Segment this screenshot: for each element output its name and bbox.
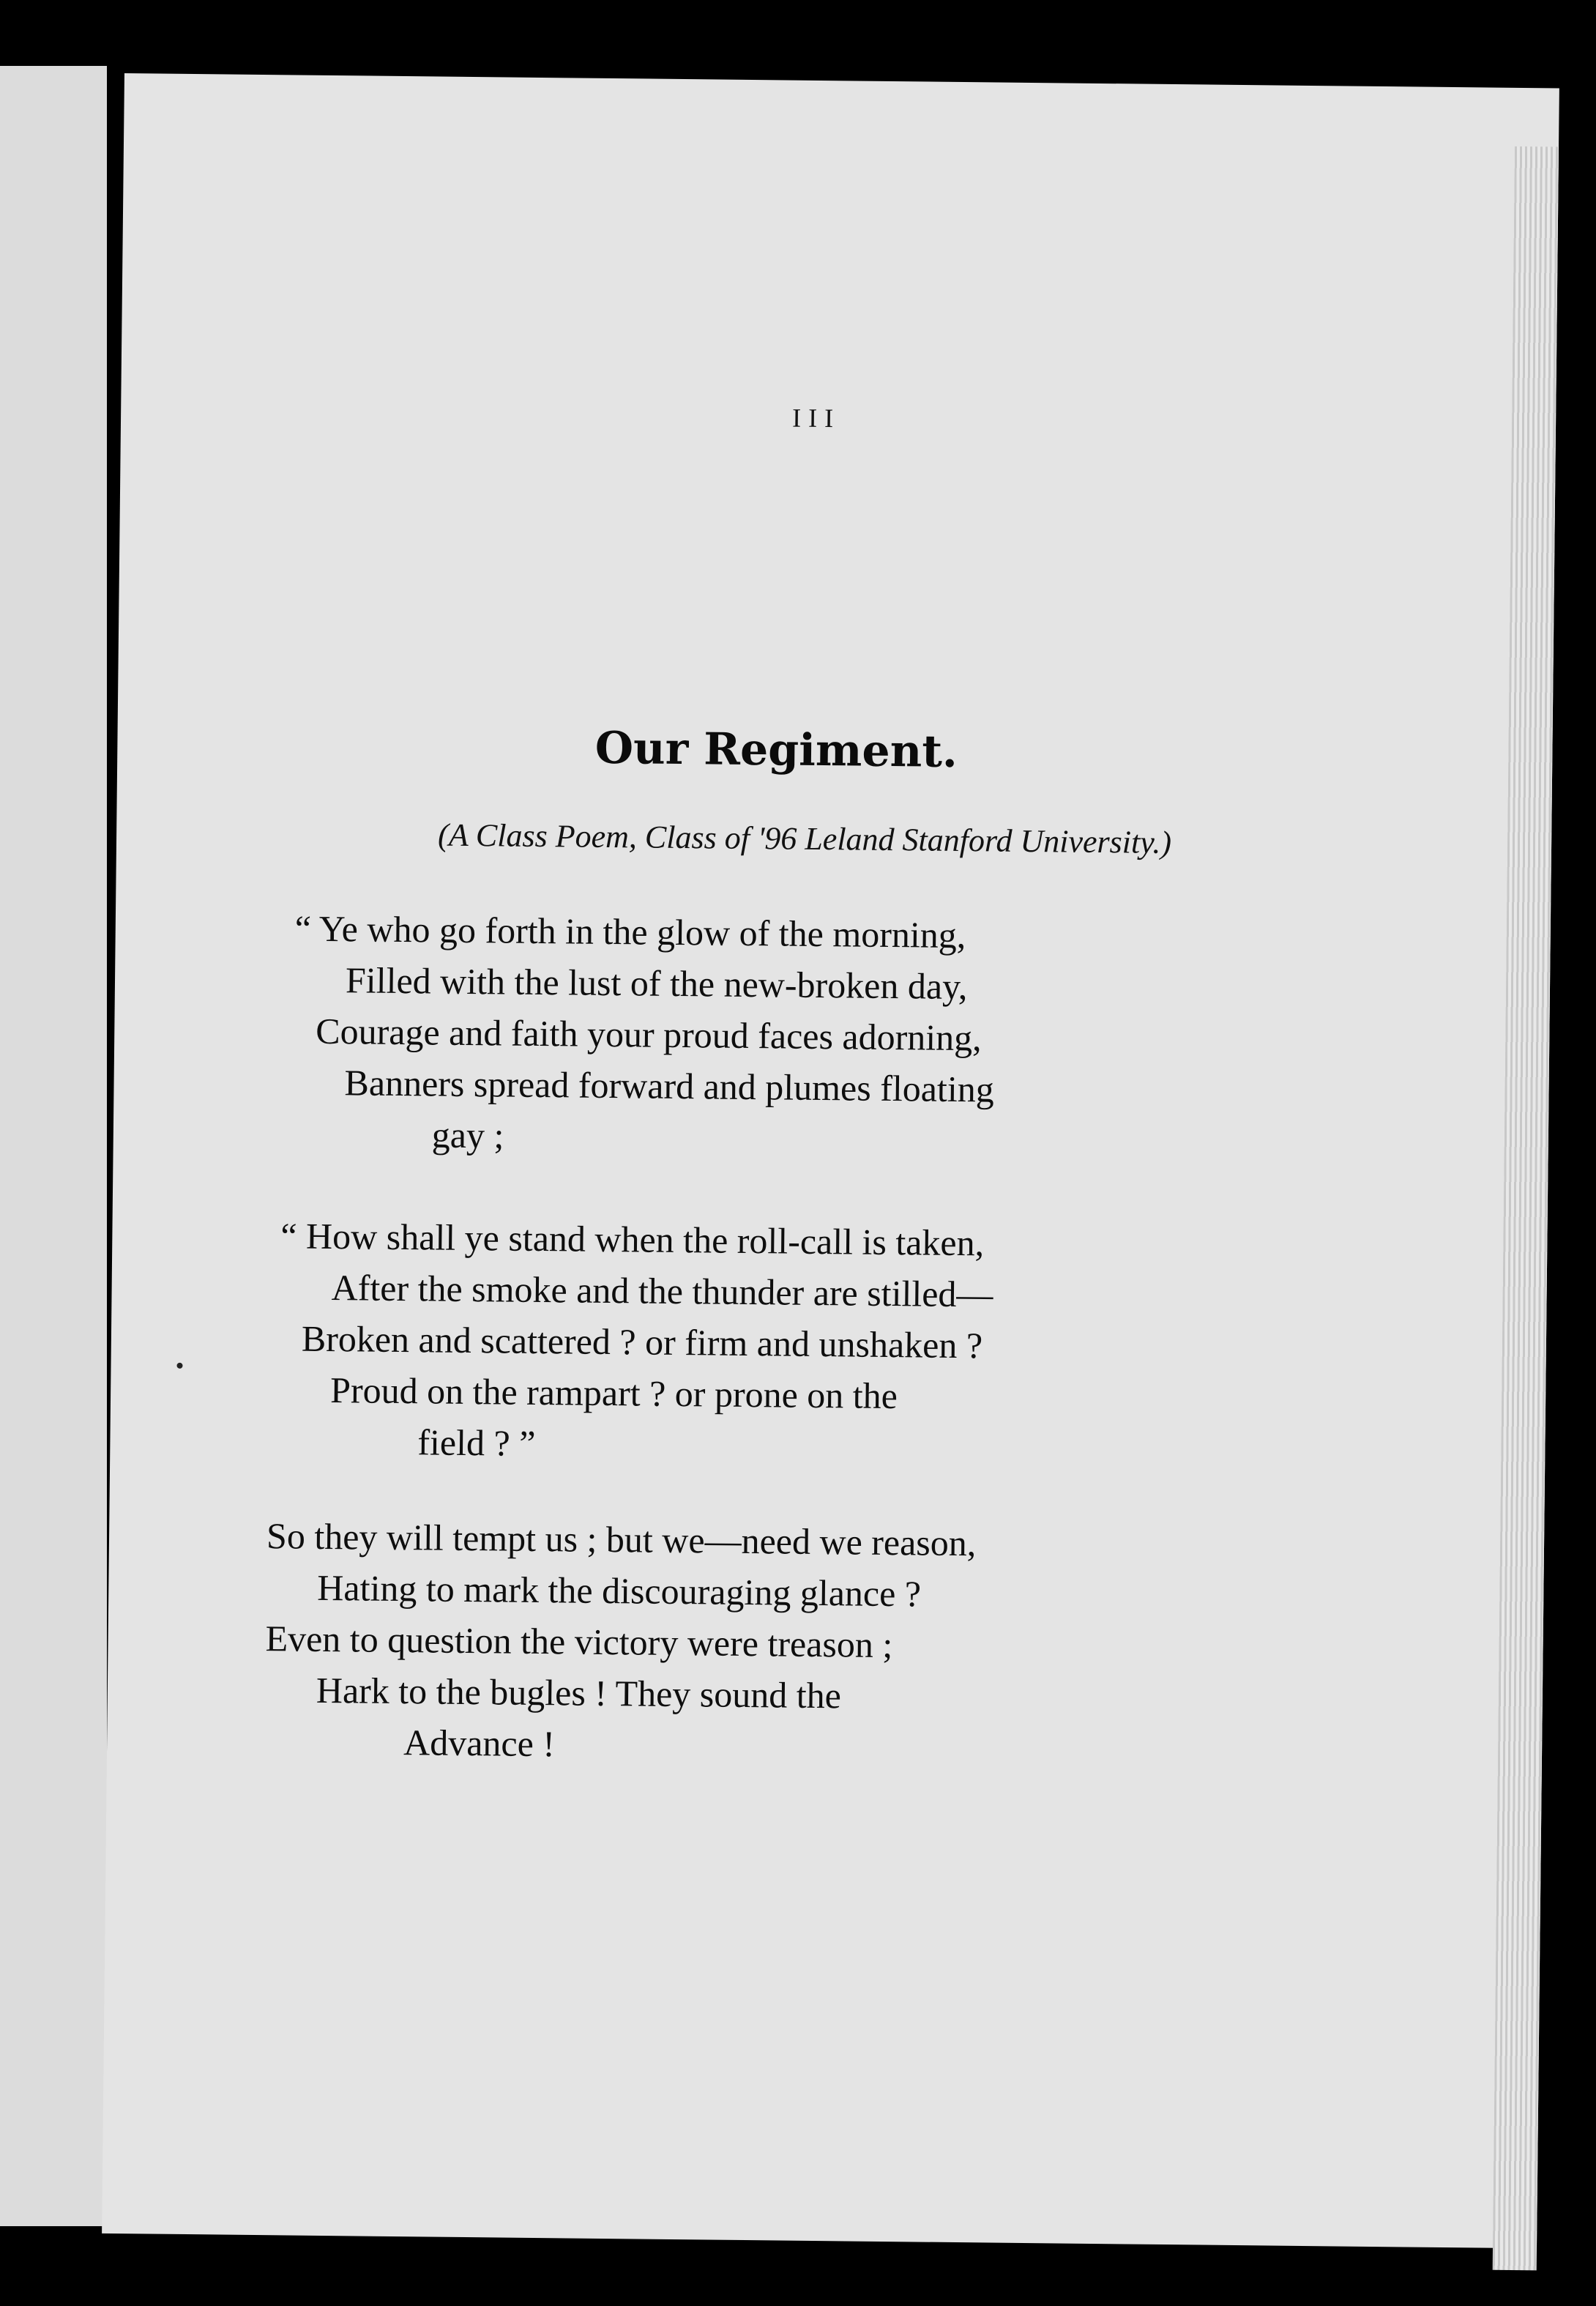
poem-line: “ How shall ye stand when the roll-call is taken, xyxy=(280,1215,985,1264)
stanza-3 xyxy=(264,1510,977,1774)
stanza-1 xyxy=(292,903,996,1167)
poem-line: field ? ” xyxy=(417,1421,536,1464)
poem-line: “ Ye who go forth in the glow of the morning, xyxy=(294,907,966,956)
poem-line: Broken and scattered ? or firm and unshaken ? xyxy=(301,1317,983,1366)
poem-line: Banners spread forward and plumes floating xyxy=(344,1062,995,1110)
poem-line: Hark to the bugles ! They sound the xyxy=(316,1669,842,1717)
poem-line: Proud on the rampart ? or prone on the xyxy=(329,1369,898,1417)
poem-line: After the smoke and the thunder are stilled— xyxy=(331,1267,993,1315)
poem-line: So they will tempt us ; but we—need we reason, xyxy=(266,1515,977,1564)
poem-line: Filled with the lust of the new-broken day, xyxy=(345,959,968,1008)
page-fore-edge xyxy=(1493,146,1559,2270)
ink-speck xyxy=(176,1363,182,1369)
poem-line: Courage and faith your proud faces adorning, xyxy=(316,1010,982,1059)
poem-line: Advance ! xyxy=(403,1722,556,1765)
poem-line: gay ; xyxy=(431,1114,504,1156)
poem-line: Even to question the victory were treason ; xyxy=(265,1618,893,1666)
poem-title: Our Regiment. xyxy=(594,722,958,778)
page-number: III xyxy=(791,403,841,434)
book-page xyxy=(102,73,1559,2248)
poem-subtitle: (A Class Poem, Class of '96 Leland Stanford University.) xyxy=(437,817,1172,861)
poem-line: Hating to mark the discouraging glance ? xyxy=(317,1566,922,1615)
stanza-2 xyxy=(278,1210,994,1473)
facing-page-edge xyxy=(0,66,107,2226)
